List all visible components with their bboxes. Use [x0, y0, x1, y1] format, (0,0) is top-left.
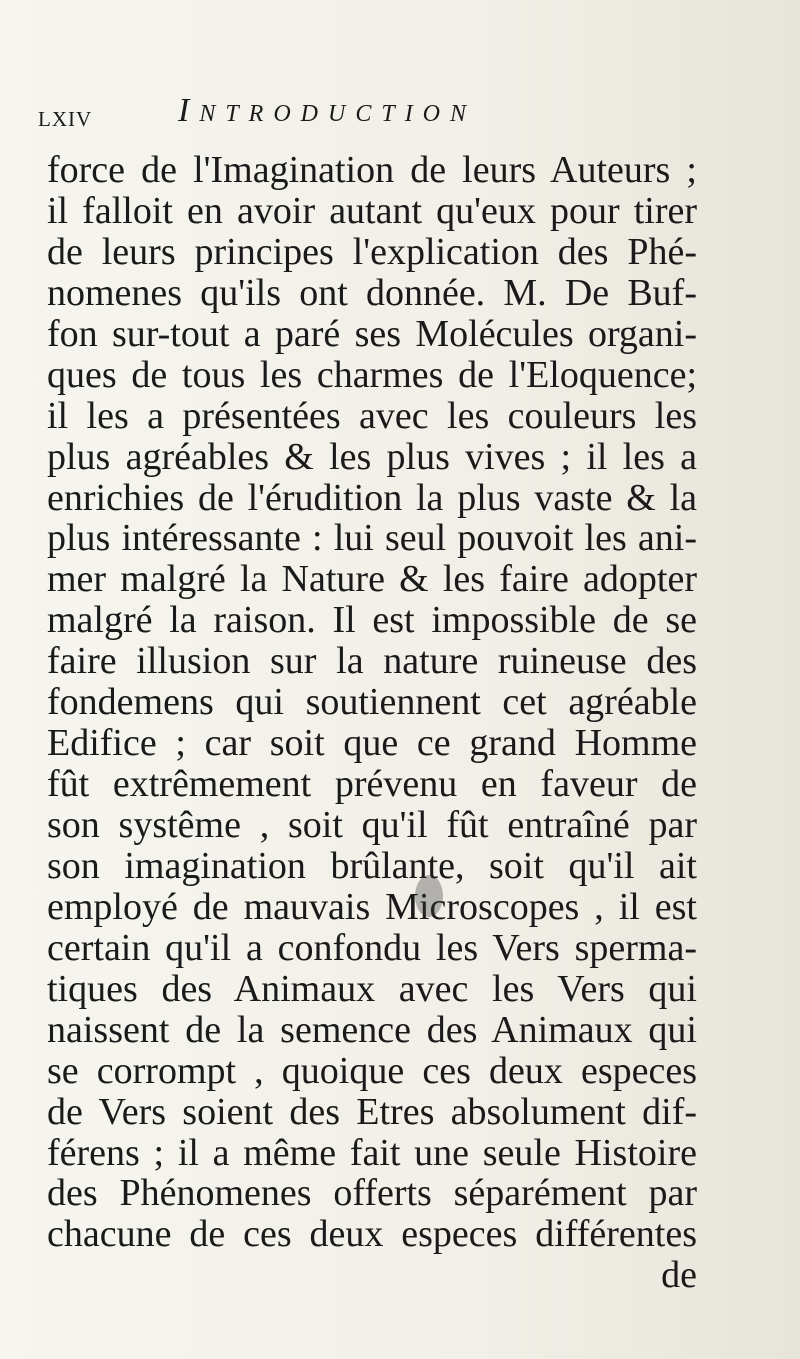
text-line: des Phénomenes offerts séparément par	[47, 1172, 697, 1215]
text-line: plus agréables & les plus vives ; il les a	[47, 435, 697, 478]
text-line: mer malgré la Nature & les faire adopter	[47, 558, 697, 601]
text-line: de Vers soient des Etres absolument dif-	[47, 1090, 697, 1133]
text-line: fon sur-tout a paré ses Molécules organi-	[47, 312, 697, 355]
page-number: lxiv	[38, 100, 93, 133]
catchword: de	[661, 1254, 697, 1297]
running-title: Introduction	[178, 92, 477, 129]
body-text	[47, 150, 697, 1296]
ink-blot	[415, 875, 443, 917]
text-line: chacune de ces deux especes différentes	[47, 1213, 697, 1256]
text-line: fondemens qui soutiennent cet agréable	[47, 681, 697, 724]
text-line: nomenes qu'ils ont donnée. M. De Buf-	[47, 271, 697, 314]
text-line: de leurs principes l'explication des Phé-	[47, 230, 697, 273]
text-line: férens ; il a même fait une seule Histoire	[47, 1131, 697, 1174]
text-line: tiques des Animaux avec les Vers qui	[47, 967, 697, 1010]
text-line: son systême , soit qu'il fût entraîné par	[47, 804, 697, 846]
text-line: il les a présentées avec les couleurs les	[47, 394, 697, 437]
text-line: naissent de la semence des Animaux qui	[47, 1008, 697, 1051]
text-line: faire illusion sur la nature ruineuse des	[47, 640, 697, 683]
text-line: enrichies de l'érudition la plus vaste & la	[47, 476, 697, 519]
text-line: plus intéressante : lui seul pouvoit les ani-	[47, 517, 697, 560]
text-line: fût extrêmement prévenu en faveur de	[47, 763, 697, 806]
text-line: il falloit en avoir autant qu'eux pour tirer	[47, 189, 697, 232]
running-head	[38, 92, 738, 140]
text-line: se corrompt , quoique ces deux especes	[47, 1049, 697, 1092]
text-line: certain qu'il a confondu les Vers sperma-	[47, 926, 697, 969]
text-line: ques de tous les charmes de l'Eloquence;	[47, 353, 697, 396]
text-line: Edifice ; car soit que ce grand Homme	[47, 722, 697, 765]
text-line: employé de mauvais Microscopes , il est	[47, 885, 697, 928]
text-line: force de l'Imagination de leurs Auteurs ;	[47, 149, 697, 191]
text-line: son imagination brûlante, soit qu'il ait	[47, 844, 697, 887]
text-line: malgré la raison. Il est impossible de se	[47, 599, 697, 642]
